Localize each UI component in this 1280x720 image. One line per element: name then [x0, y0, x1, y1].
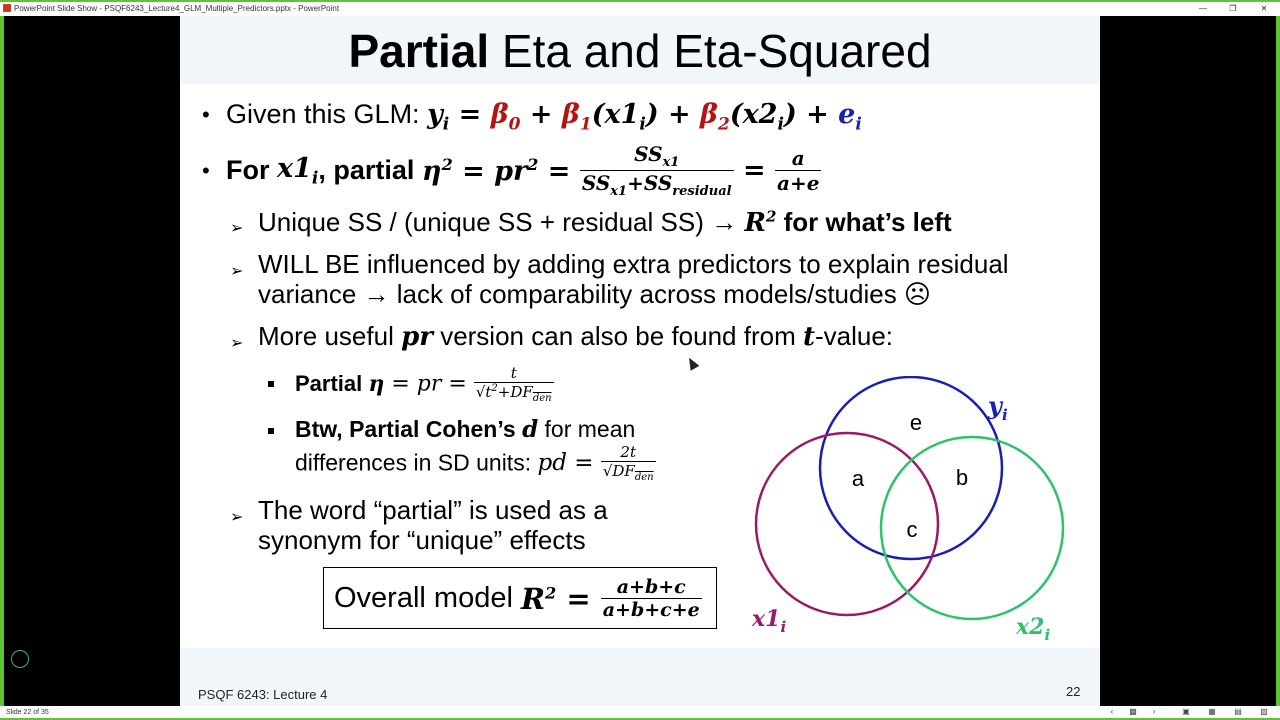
venn-label-x2: $x2_i$	[1016, 614, 1051, 644]
ss-fraction: $\frac{SS_{x1}}{SS_{x1}+SS_{residual}}$	[581, 142, 732, 199]
grid-view-icon[interactable]: ▦	[1208, 707, 1216, 716]
sub-useful-pr-b: version can also be found from	[432, 321, 803, 351]
slide-number: 22	[1066, 684, 1081, 699]
minimize-icon[interactable]: —	[1199, 4, 1207, 13]
venn-label-a: a	[851, 466, 865, 491]
pen-tool-icon[interactable]	[11, 650, 29, 668]
venn-label-c: c	[906, 517, 918, 542]
sub-useful-pr-c: -value:	[814, 321, 894, 351]
bullet-glm-text: Given this GLM:	[226, 99, 428, 129]
sub-bullet-arrow: ➢	[230, 509, 244, 526]
sq-partial-eta: Partial η = pr = $\frac{t}{√t^2+DF_{den}}$	[295, 364, 552, 404]
previous-slide-icon[interactable]: ‹	[1110, 707, 1114, 716]
slide-sorter-icon[interactable]: ▩	[1129, 707, 1137, 716]
sq-cohens-d-rest: for mean	[538, 416, 636, 442]
bullet-partial-word: partial	[333, 155, 422, 185]
sub-unique-ss-bold: for what’s left	[776, 207, 952, 237]
square-bullet	[268, 428, 274, 434]
venn-label-x1: $x1_i$	[752, 606, 787, 636]
overall-model-box	[323, 567, 717, 629]
slide-title	[180, 24, 1100, 78]
next-slide-icon[interactable]: ›	[1152, 707, 1156, 716]
powerpoint-app-icon	[3, 4, 11, 12]
bullet-dot: •	[202, 102, 210, 127]
status-bar	[0, 706, 1280, 720]
sub-useful-pr: More useful pr version can also be found from t-value:	[258, 321, 894, 352]
sub-unique-ss-text: Unique SS / (unique SS + residual SS)	[258, 207, 712, 237]
slideshow-icon[interactable]: ▧	[1260, 707, 1268, 716]
sub-bullet-arrow: ➢	[230, 263, 244, 280]
sq-cohens-d-line1: Btw, Partial Cohen’s d for mean	[295, 416, 636, 443]
slide	[180, 16, 1100, 706]
venn-label-b: b	[955, 465, 969, 490]
reading-view-icon[interactable]: ▤	[1234, 707, 1242, 716]
sub-influenced-line1: WILL BE influenced by adding extra predictors to explain residual	[258, 249, 1009, 279]
sub-influenced-line2b: lack of comparability across models/studies ☹	[389, 279, 932, 309]
pd-fraction: $\frac{2t}{√DF_{den}}$	[602, 443, 654, 483]
sub-influenced-line2a: variance	[258, 279, 364, 309]
window-title-bar	[0, 0, 1280, 16]
window-border-left	[0, 16, 4, 706]
sq-cohens-d-line2: differences in SD units: pd = $\frac{2t}{√DF_{den}}$	[295, 443, 654, 483]
slide-title-rest: Eta and Eta-Squared	[489, 25, 932, 77]
restore-icon[interactable]: ❐	[1229, 4, 1237, 13]
window-title: PowerPoint Slide Show - PSQF6243_Lecture4_GLM_Multiple_Predictors.pptx - PowerPoint	[14, 4, 340, 13]
pr-t-fraction: $\frac{t}{√t^2+DF_{den}}$	[475, 364, 552, 404]
close-icon[interactable]: ✕	[1260, 4, 1268, 13]
venn-label-y: $y_i$	[988, 391, 1008, 424]
sq-partial-eta-bold: Partial	[295, 371, 369, 396]
sub-bullet-arrow: ➢	[230, 220, 244, 237]
partial-eta-formula: $\eta^2 = pr^2$ =	[421, 154, 580, 187]
normal-view-icon[interactable]: ▣	[1182, 707, 1190, 716]
sub-useful-pr-a: More useful	[258, 321, 402, 351]
bullet-dot: •	[202, 158, 210, 183]
sub-partial-word-line1: The word “partial” is used as a	[258, 495, 608, 525]
venn-diagram	[740, 376, 1080, 646]
glm-equation: $y_i = \beta_0 + \beta_1(x1_i) + \beta_2(x2_i) + e_i$	[427, 99, 862, 135]
overall-model-label: Overall model	[334, 582, 521, 614]
sq-cohens-d-bold: Btw, Partial Cohen’s	[295, 416, 523, 442]
mouse-cursor-icon	[685, 355, 700, 370]
slide-title-bold: Partial	[348, 25, 490, 77]
x1-symbol: $x1_i$	[277, 152, 319, 189]
sub-unique-ss: Unique SS / (unique SS + residual $SS) \to R^2$ for what’s left	[258, 207, 952, 238]
slide-footer: PSQF 6243: Lecture 4	[198, 687, 328, 702]
square-bullet	[268, 381, 274, 387]
bullet-partial-eta: For $x1_i$, partial $\eta^2 = pr^2$ = $\frac{SS_{x1}}{SS_{x1}+SS_{residual}}$ = $\frac{a}{a+e}$	[226, 142, 820, 199]
overall-fraction: $\frac{a+b+c}{a+b+c+e}$	[602, 576, 700, 621]
ae-fraction: $\frac{a}{a+e}$	[777, 146, 820, 195]
venn-label-e: e	[909, 410, 923, 435]
bullet-partial-prefix: For	[226, 155, 270, 185]
sub-influenced-line2: variance → lack of comparability across models/studies ☹	[258, 279, 932, 309]
window-border-right	[1276, 16, 1280, 706]
sub-partial-word-line2: synonym for “unique” effects	[258, 525, 586, 555]
overall-model-formula: Overall model $R^2$ = $\frac{a+b+c}{a+b+c+e}$	[334, 576, 700, 621]
sq-cohens-d-line2-text: differences in SD units:	[295, 449, 538, 476]
bullet-glm	[226, 99, 862, 134]
sub-bullet-arrow: ➢	[230, 335, 244, 352]
slide-indicator: Slide 22 of 35	[6, 709, 49, 716]
